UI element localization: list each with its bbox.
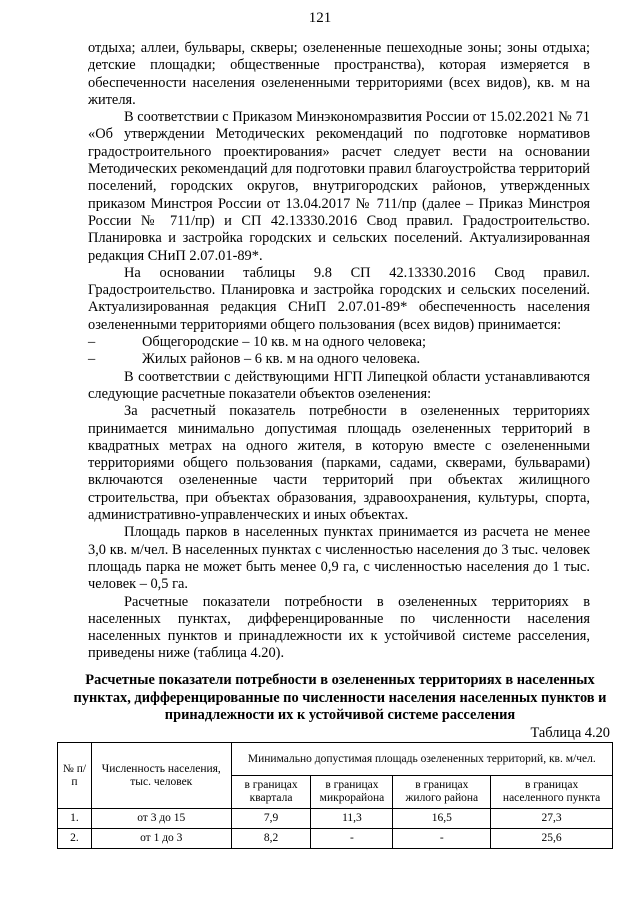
cell-population: от 1 до 3	[91, 829, 231, 849]
cell-value: 27,3	[491, 809, 613, 829]
paragraph: В соответствии с Приказом Минэкономразвития России от 15.02.2021 № 71 «Об утверждении Методических рекомендаций по подготовке нормативов градостроительного проектирования» расчет следует вести на основании Методических рекомендаций для подготовки правил благоустройства территорий поселений, городских округов, внутригородских районов, утвержденных приказом Минстроя России от 13.04.2017 № 711/пр (далее – Приказ Минстроя России № 711/пр) и СП 42.13330.2016 Свод правил. Градостроительство. Планировка и застройка городских и сельских поселений. Актуализированная редакция СНиП 2.07.01-89*.	[88, 109, 590, 264]
cell-value: 16,5	[393, 809, 491, 829]
body-text	[88, 40, 590, 663]
header-quarter: в границах квартала	[231, 776, 311, 809]
cell-value: -	[393, 829, 491, 849]
cell-value: 8,2	[231, 829, 311, 849]
list-item	[88, 351, 590, 368]
header-settlement: в границах населенного пункта	[491, 776, 613, 809]
list-dash: –	[88, 351, 96, 368]
cell-num: 1.	[58, 809, 92, 829]
cell-value: -	[311, 829, 393, 849]
header-residential-district: в границах жилого района	[393, 776, 491, 809]
paragraph: На основании таблицы 9.8 СП 42.13330.2016 Свод правил. Градостроительство. Планировка и застройка городских и сельских поселений. Актуализированная редакция СНиП 2.07.01-89* обеспеченность населения озелененными территориями общего пользования (всех видов) принимается:	[88, 264, 590, 333]
table-row	[58, 809, 613, 829]
header-population: Численность населения, тыс. человек	[91, 743, 231, 809]
paragraph: Расчетные показатели потребности в озелененных территориях в населенных пунктах, дифференцированные по численности населения населенных пунктов и принадлежности их к устойчивой системе расселения, приведены ниже (таблица 4.20).	[88, 593, 590, 662]
header-num: № п/п	[58, 743, 92, 809]
cell-value: 11,3	[311, 809, 393, 829]
header-microdistrict: в границах микрорайона	[311, 776, 393, 809]
table-title: Расчетные показатели потребности в озелененных территориях в населенных пунктах, дифференцированные по численности населения населенных пунктов и принадлежности их к устойчивой системе расселения	[73, 672, 607, 723]
table-row	[58, 829, 613, 849]
header-group: Минимально допустимая площадь озелененных территорий, кв. м/чел.	[231, 743, 612, 776]
cell-population: от 3 до 15	[91, 809, 231, 829]
list-item	[88, 334, 590, 351]
page-number: 121	[308, 10, 332, 26]
paragraph: В соответствии с действующими НГП Липецкой области устанавливаются следующие расчетные показатели объектов озеленения:	[88, 368, 590, 402]
list-item-text: Жилых районов – 6 кв. м на одного человека.	[142, 351, 421, 368]
green-areas-table	[57, 742, 613, 849]
list-dash: –	[88, 334, 96, 351]
cell-num: 2.	[58, 829, 92, 849]
paragraph: отдыха; аллеи, бульвары, скверы; озелененные пешеходные зоны; зоны отдыха; детские площадки; общественные пространства), которая измеряется в обеспеченности населения озелененными территориями (всех видов), кв. м на жителя.	[88, 40, 590, 108]
table-number: Таблица 4.20	[530, 725, 610, 741]
list-item-text: Общегородские – 10 кв. м на одного человека;	[142, 334, 427, 351]
cell-value: 7,9	[231, 809, 311, 829]
paragraph: Площадь парков в населенных пунктах принимается из расчета не менее 3,0 кв. м/чел. В населенных пунктах с численностью населения до 3 тыс. человек площадь парка не может быть менее 0,9 га, с численностью населения до 1 тыс. человек – 0,5 га.	[88, 524, 590, 593]
paragraph: За расчетный показатель потребности в озелененных территориях принимается минимально допустимая площадь озелененных территорий в квадратных метрах на одного жителя, в которую вместе с озелененными территориями общего пользования (парками, садами, скверами, бульварами) включаются озелененные части территорий при объектах жилищного строительства, при объектах образования, здравоохранения, культуры, спорта, административно-управленческих и иных объектах.	[88, 403, 590, 524]
cell-value: 25,6	[491, 829, 613, 849]
